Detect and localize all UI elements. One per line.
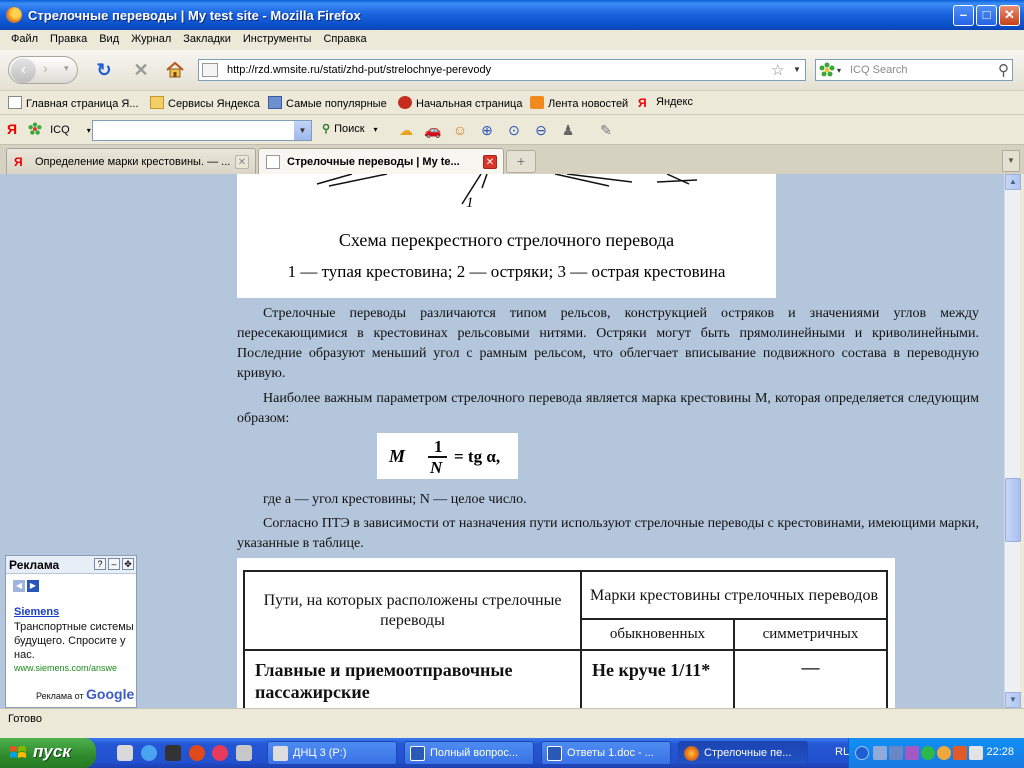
formula-denominator: N	[430, 458, 443, 477]
tray-network-icon[interactable]	[873, 746, 887, 760]
table-row-main-tracks: Главные и приемоотправочные пассажирские	[244, 650, 581, 708]
search-placeholder: ICQ Search	[850, 64, 908, 76]
ad-header	[6, 556, 136, 574]
vertical-scrollbar[interactable]	[1004, 174, 1020, 708]
crossing-marks-table	[243, 570, 888, 708]
rss-icon	[530, 96, 544, 109]
status-bar	[0, 708, 1024, 730]
tab-close-icon[interactable]: ✕	[235, 155, 249, 169]
icq-button[interactable]: ICQ ▾	[28, 122, 91, 136]
bookmark-star-icon[interactable]: ☆	[771, 62, 785, 79]
crossing-marks-table-image	[237, 558, 895, 708]
bookmarks-toolbar	[0, 90, 1024, 114]
menu-edit[interactable]: Правка	[50, 33, 88, 45]
paragraph-3: где а — угол крестовины; N — целое число.	[263, 492, 527, 507]
formula-lhs: M	[389, 446, 406, 466]
tray-app-icon[interactable]	[905, 746, 919, 760]
maximize-button[interactable]: □	[976, 5, 997, 26]
quicklaunch-monitor-icon[interactable]	[165, 745, 181, 761]
title-bar[interactable]	[0, 0, 1024, 30]
tab-strip	[0, 144, 1024, 174]
tab-crossing-mark[interactable]: Я Определение марки крестовины. — ... ✕	[6, 148, 256, 175]
window-title: Стрелочные переводы | My test site - Mozilla Firefox	[28, 8, 361, 23]
back-forward-group	[8, 56, 78, 84]
quicklaunch-shortcut-icon[interactable]	[236, 745, 252, 761]
tray-messenger-icon[interactable]	[937, 746, 951, 760]
windows-taskbar	[0, 738, 1024, 768]
paragraph-2: Наиболее важным параметром стрелочного перевода является марка крестовины М, которая определяется следующим образом:	[237, 391, 979, 426]
yandex-search-input[interactable]	[92, 120, 312, 141]
scroll-up-arrow-icon[interactable]: ▲	[1005, 174, 1021, 190]
paragraph-4: Согласно ПТЭ в зависимости от назначения пути используют стрелочные переводы с крестовинами, имеющими марки, указанные в таблице.	[237, 516, 979, 551]
paragraph-1: Стрелочные переводы различаются типом рельсов, конструкцией остряков и значениями углов между пересекающимися в крестовинах рельсовыми нитями. Остряки могут быть прямолинейными и криволинейными. Последние образуют меньший угол с рамным рельсом, что облегчает вписывание подвижного состава в переводную кривую.	[237, 306, 979, 381]
formula-svg	[377, 433, 518, 479]
search-input[interactable]	[815, 59, 1013, 81]
menu-view[interactable]: Вид	[99, 33, 120, 45]
bookmark-yandex-services[interactable]: Сервисы Яндекса	[150, 96, 260, 110]
scroll-down-arrow-icon[interactable]: ▼	[1005, 692, 1021, 708]
tray-network2-icon[interactable]	[889, 746, 903, 760]
tray-collapse-icon[interactable]	[855, 746, 869, 760]
diagram-legend: 1 — тупая крестовина; 2 — остряки; 3 — острая крестовина	[287, 262, 726, 281]
zoom-icon[interactable]: ⊙	[508, 122, 520, 138]
tray-volume-icon[interactable]	[969, 746, 983, 760]
taskbar-item-firefox[interactable]: Стрелочные пе...	[678, 741, 808, 765]
traffic-icon[interactable]: 🚗	[424, 122, 442, 138]
status-text: Готово	[8, 713, 42, 725]
zoom-in-icon[interactable]: ⊕	[481, 122, 493, 138]
page-content	[0, 174, 1004, 708]
table-cell-ordinary-value: Не круче 1/11*	[581, 650, 734, 708]
reload-icon[interactable]: ↻	[96, 60, 112, 80]
tab-close-icon[interactable]: ✕	[483, 155, 497, 169]
magnifier-icon: ⚲	[322, 123, 331, 135]
table-header-marks: Марки крестовины стрелочных переводов	[581, 571, 887, 619]
url-history-dropdown[interactable]: ▼	[793, 65, 801, 74]
ad-move-button[interactable]: ✥	[122, 558, 134, 570]
minimize-button[interactable]: –	[953, 5, 974, 26]
table-header-symmetric: симметричных	[734, 619, 887, 650]
folder-icon	[150, 96, 164, 109]
ad-attribution[interactable]: Реклама от Google	[36, 686, 135, 702]
yandex-icon: Я	[638, 96, 647, 110]
ad-widget	[5, 555, 137, 708]
stop-icon[interactable]: ✕	[133, 60, 149, 80]
highlighter-icon[interactable]: ✎	[600, 122, 612, 138]
ad-next-arrow-icon[interactable]: ▶	[27, 580, 39, 592]
user-icon[interactable]: ♟	[561, 122, 575, 138]
word-icon	[547, 746, 562, 761]
menu-file[interactable]: Файл	[11, 33, 39, 45]
yandex-logo[interactable]: Я	[7, 121, 18, 137]
formula-image	[377, 433, 518, 479]
firefox-icon	[6, 7, 22, 23]
language-indicator[interactable]: RL	[835, 746, 850, 758]
menu-help[interactable]: Справка	[323, 33, 367, 45]
menu-bookmarks[interactable]: Закладки	[183, 33, 231, 45]
home-icon[interactable]	[165, 60, 185, 80]
ad-title: Реклама	[9, 558, 60, 572]
icq-dropdown[interactable]: ▾	[86, 126, 91, 135]
google-logo: Google	[86, 686, 135, 702]
taskbar-item-drive[interactable]: ДНЦ 3 (P:)	[267, 741, 397, 765]
icq-flower-icon	[28, 122, 42, 136]
bookmark-news-feed[interactable]: Лента новостей	[530, 96, 628, 110]
forward-button[interactable]: ›	[43, 60, 48, 76]
all-tabs-button[interactable]: ▼	[1002, 150, 1020, 172]
bookmark-yandex[interactable]: Я Яндекс	[638, 96, 693, 110]
menu-bar	[0, 30, 1024, 50]
bookmark-yandex-home[interactable]: Главная страница Я...	[8, 96, 139, 110]
history-dropdown[interactable]: ▾	[64, 63, 69, 73]
formula-rhs: = tg α,	[454, 447, 501, 466]
diagram-number: 1	[466, 195, 474, 211]
ad-prev-arrow-icon[interactable]: ◀	[13, 580, 25, 592]
quicklaunch-opera-icon[interactable]	[189, 745, 205, 761]
zoom-out-icon[interactable]: ⊖	[535, 122, 547, 138]
taskbar-item-word2[interactable]: Ответы 1.doc - ...	[541, 741, 671, 765]
page-icon	[266, 155, 280, 169]
table-cell-symmetric-value: —	[734, 650, 887, 708]
back-button[interactable]: ‹	[11, 58, 36, 83]
system-tray	[835, 738, 1024, 768]
search-engine-dropdown[interactable]: ▾	[837, 66, 842, 75]
tray-antivirus-icon[interactable]	[953, 746, 967, 760]
diagram-caption: Схема перекрестного стрелочного перевода	[338, 230, 675, 250]
table-header-ordinary: обыкновенных	[581, 619, 734, 650]
ad-help-button[interactable]: ?	[94, 558, 106, 570]
bookmark-start-page[interactable]: Начальная страница	[398, 96, 522, 110]
quicklaunch-ie-icon[interactable]	[141, 745, 157, 761]
windows-flag-icon	[9, 745, 27, 761]
tab-switches[interactable]: Стрелочные переводы | My te... ✕	[258, 148, 504, 176]
yandex-search-dropdown[interactable]: ▼	[294, 121, 311, 140]
start-button[interactable]: пуск	[0, 738, 96, 768]
firefox-icon	[684, 746, 699, 761]
ad-brand-link[interactable]: Siemens	[14, 606, 60, 618]
ad-minimize-button[interactable]: –	[108, 558, 120, 570]
menu-history[interactable]: Журнал	[131, 33, 172, 45]
tray-icq-icon[interactable]	[921, 746, 935, 760]
word-icon	[410, 746, 425, 761]
close-button[interactable]: ✕	[999, 5, 1020, 26]
weather-icon[interactable]: ☁	[399, 122, 413, 138]
yandex-icon: Я	[14, 155, 23, 169]
navigation-toolbar	[0, 50, 1024, 90]
address-bar[interactable]	[198, 59, 806, 81]
diagram-lines	[237, 174, 776, 224]
ad-url[interactable]: www.siemens.com/answe	[14, 663, 118, 673]
quicklaunch-app-icon[interactable]	[212, 745, 228, 761]
ad-text[interactable]: Транспортные системы будущего. Спросите у нас.	[14, 621, 134, 661]
yandex-toolbar	[0, 114, 1024, 144]
opera-red-icon	[398, 96, 412, 109]
mail-icon[interactable]: ☺	[452, 122, 468, 138]
switch-diagram-image	[237, 174, 776, 298]
page-icon	[8, 96, 22, 109]
icq-flower-icon[interactable]	[819, 62, 835, 78]
site-identity-icon[interactable]	[202, 63, 218, 77]
quicklaunch-explorer-icon[interactable]	[117, 745, 133, 761]
formula-numerator: 1	[434, 437, 443, 456]
bookmark-most-visited[interactable]: Самые популярные	[268, 96, 387, 110]
smart-folder-icon	[268, 96, 282, 109]
yandex-search-button[interactable]: ⚲ Поиск ▾	[322, 123, 378, 135]
url-text: http://rzd.wmsite.ru/stati/zhd-put/strelochnye-perevody	[227, 64, 492, 76]
new-tab-button[interactable]: +	[506, 150, 536, 173]
tray-clock[interactable]: 22:28	[986, 746, 1014, 758]
drive-icon	[273, 746, 288, 761]
search-icon[interactable]: ⚲	[998, 62, 1009, 79]
menu-tools[interactable]: Инструменты	[242, 33, 312, 45]
table-header-tracks: Пути, на которых расположены стрелочные переводы	[244, 571, 581, 650]
scroll-thumb[interactable]	[1005, 478, 1021, 542]
taskbar-item-word1[interactable]: Полный вопрос...	[404, 741, 534, 765]
